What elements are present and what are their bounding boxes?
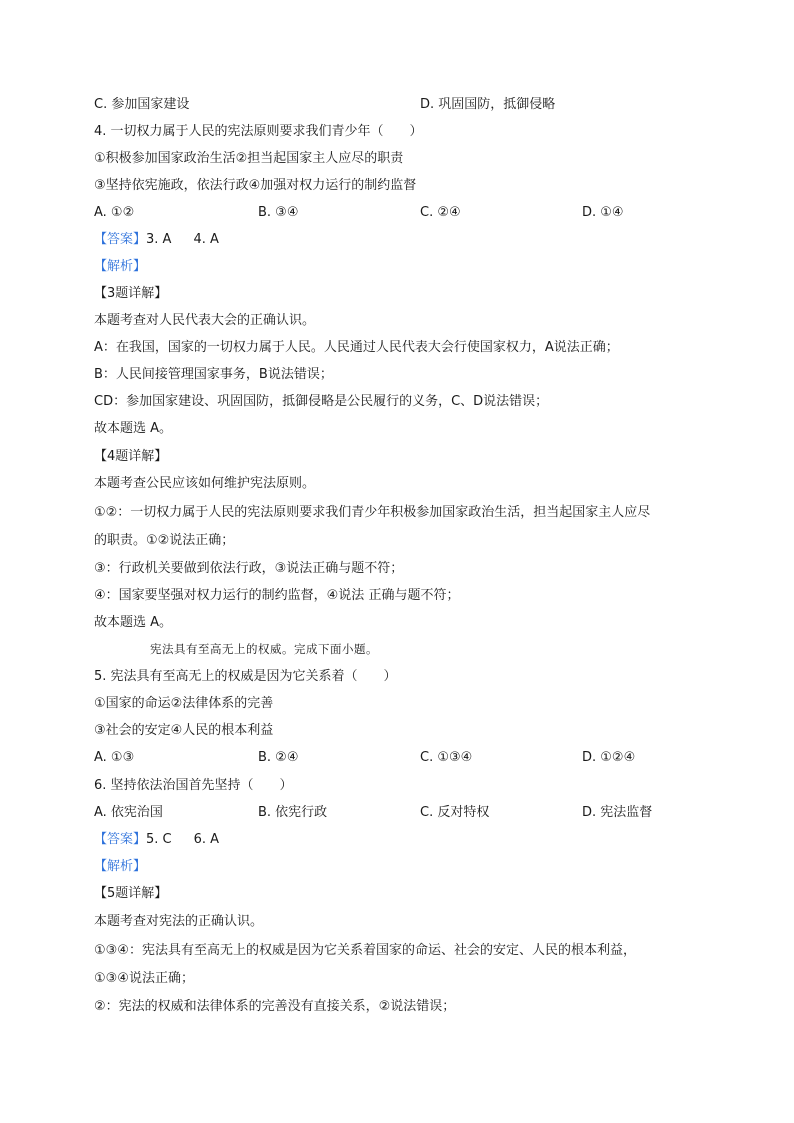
detail-4-line: 故本题选 A。 xyxy=(94,615,173,630)
option-b: B. ②④ xyxy=(258,750,299,765)
option-d: D. ①④ xyxy=(582,205,624,220)
detail-3-line: A：在我国，国家的一切权力属于人民。人民通过人民代表大会行使国家权力，A说法正确； xyxy=(94,340,619,355)
detail-4-title: 【4题详解】 xyxy=(94,449,168,464)
detail-5-title: 【5题详解】 xyxy=(94,886,168,901)
answer-line-2 xyxy=(94,831,219,849)
detail-3-line: CD：参加国家建设、巩固国防，抵御侵略是公民履行的义务，C、D说法错误； xyxy=(94,394,549,409)
q5-stem: 5. 宪法具有至高无上的权威是因为它关系着（ ） xyxy=(94,669,397,684)
answer-line-1 xyxy=(94,231,219,249)
detail-4-line: ①②：一切权力属于人民的宪法原则要求我们青少年积极参加国家政治生活，担当起国家主人应尽 xyxy=(94,505,651,520)
option-a: A. 依宪治国 xyxy=(94,805,163,820)
answer-6: 6. A xyxy=(193,832,220,847)
detail-5-line: ①③④：宪法具有至高无上的权威是因为它关系着国家的命运、社会的安定、人民的根本利益， xyxy=(94,943,636,958)
detail-4-line: ④：国家要坚强对权力运行的制约监督，④说法 正确与题不符； xyxy=(94,588,460,603)
section-caption: 宪法具有至高无上的权威。完成下面小题。 xyxy=(150,642,378,656)
analysis-tag: 【解析】 xyxy=(94,859,147,874)
option-a: A. ①③ xyxy=(94,750,135,765)
option-b: B. ③④ xyxy=(258,205,299,220)
q4-item-2: ③坚持依宪施政，依法行政④加强对权力运行的制约监督 xyxy=(94,178,417,193)
q5-item-1: ①国家的命运②法律体系的完善 xyxy=(94,696,274,711)
q2-options-row xyxy=(94,96,714,114)
answer-tag: 【答案】 xyxy=(94,232,147,247)
option-d: D. ①②④ xyxy=(582,750,636,765)
option-b: B. 依宪行政 xyxy=(258,805,328,820)
detail-5-line: ①③④说法正确； xyxy=(94,971,194,986)
detail-4-line: ③：行政机关要做到依法行政，③说法正确与题不符； xyxy=(94,561,404,576)
answer-5: 5. C xyxy=(146,832,172,847)
detail-5-line: ②：宪法的权威和法律体系的完善没有直接关系，②说法错误； xyxy=(94,999,456,1014)
answer-3: 3. A xyxy=(146,232,172,247)
detail-5-line: 本题考查对宪法的正确认识。 xyxy=(94,914,264,929)
q4-item-1: ①积极参加国家政治生活②担当起国家主人应尽的职责 xyxy=(94,151,404,166)
q5-item-2: ③社会的安定④人民的根本利益 xyxy=(94,723,274,738)
answer-tag: 【答案】 xyxy=(94,832,147,847)
detail-4-line: 的职责。①②说法正确； xyxy=(94,533,235,548)
q4-options-row xyxy=(94,204,714,222)
detail-3-line: 故本题选 A。 xyxy=(94,421,173,436)
q6-options-row xyxy=(94,804,714,822)
option-d: D. 巩固国防，抵御侵略 xyxy=(420,97,556,112)
option-c: C. ①③④ xyxy=(420,750,473,765)
answer-4: 4. A xyxy=(193,232,219,247)
analysis-tag: 【解析】 xyxy=(94,259,147,274)
option-a: A. ①② xyxy=(94,205,135,220)
detail-4-line: 本题考查公民应该如何维护宪法原则。 xyxy=(94,476,316,491)
option-c: C. 反对特权 xyxy=(420,805,490,820)
detail-3-line: B：人民间接管理国家事务，B说法错误； xyxy=(94,367,333,382)
option-c: C. 参加国家建设 xyxy=(94,97,190,112)
option-d: D. 宪法监督 xyxy=(582,805,653,820)
q4-stem: 4. 一切权力属于人民的宪法原则要求我们青少年（ ） xyxy=(94,124,423,139)
q5-options-row xyxy=(94,749,714,767)
q6-stem: 6. 坚持依法治国首先坚持（ ） xyxy=(94,778,293,793)
detail-3-line: 本题考查对人民代表大会的正确认识。 xyxy=(94,313,316,328)
option-c: C. ②④ xyxy=(420,205,461,220)
detail-3-title: 【3题详解】 xyxy=(94,286,168,301)
